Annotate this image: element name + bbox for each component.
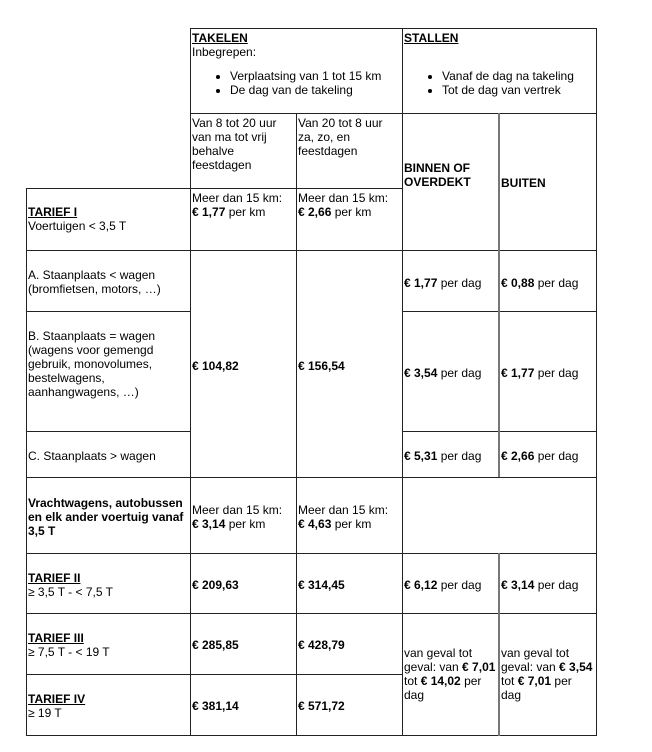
row-tarief-4-label xyxy=(27,690,187,722)
takelen-subtitle: Inbegrepen: xyxy=(192,45,257,59)
tarief-34-binnen-to: € 14,02 xyxy=(420,674,461,688)
tarief-4-title: TARIEF IV xyxy=(28,692,86,706)
row-tarief-3-label xyxy=(27,629,187,661)
row-b-buiten-unit: per dag xyxy=(534,366,579,380)
row-b-buiten xyxy=(500,364,596,382)
tarief-34-buiten-to: € 7,01 xyxy=(517,674,552,688)
tarief-34-buiten xyxy=(500,644,596,704)
row-b-night-price: € 156,54 xyxy=(298,359,345,373)
takelen-bullet: • De dag van de takeling xyxy=(230,83,401,97)
tarief-34-buiten-from: € 3,54 xyxy=(559,660,593,674)
row-b-binnen-unit: per dag xyxy=(437,366,482,380)
row-tarief-1-label xyxy=(27,203,190,235)
tarief-34-buiten-unit: per dag xyxy=(501,674,572,702)
tarief-4-day-price: € 381,14 xyxy=(192,699,239,713)
tarief-1-day-prefix: Meer dan 15 km: xyxy=(192,191,283,205)
vracht-day-price xyxy=(191,501,296,533)
tarief-2-buiten xyxy=(500,576,596,594)
row-b-binnen-amount: € 3,54 xyxy=(404,366,438,380)
tarief-34-buiten-mid: tot xyxy=(501,674,518,688)
row-b-label: B. Staanplaats = wagen (wagens voor gemengd gebruik, monovolumes, bestelwagens, aanhangwagens, …) xyxy=(28,329,156,399)
takelen-bullet: • Verplaatsing van 1 tot 15 km xyxy=(230,69,401,83)
tarief-4-night-price: € 571,72 xyxy=(298,699,345,713)
stallen-title: STALLEN xyxy=(404,31,459,45)
tarief-1-desc: Voertuigen < 3,5 T xyxy=(28,219,127,233)
tarief-3-day-price: € 285,85 xyxy=(192,638,239,652)
row-a-buiten-amount: € 0,88 xyxy=(501,276,535,290)
tarief-4-desc: ≥ 19 T xyxy=(28,706,62,720)
stallen-header xyxy=(403,29,596,113)
tarief-1-day-unit: per km xyxy=(225,205,266,219)
row-a-buiten-unit: per dag xyxy=(534,276,579,290)
tarief-2-binnen-amount: € 6,12 xyxy=(404,578,438,592)
tarief-34-binnen-unit: per dag xyxy=(404,674,482,702)
col-header-binnen: BINNEN OF OVERDEKT xyxy=(404,161,471,189)
tarief-3-night-price: € 428,79 xyxy=(298,638,345,652)
row-a-binnen-unit: per dag xyxy=(437,276,482,290)
tarief-1-day-price xyxy=(191,189,296,221)
tarief-2-title: TARIEF II xyxy=(28,571,81,585)
vracht-night-prefix: Meer dan 15 km: xyxy=(298,503,389,517)
vracht-night-amount: € 4,63 xyxy=(298,517,332,531)
stallen-bullets xyxy=(404,69,595,97)
vracht-day-prefix: Meer dan 15 km: xyxy=(192,503,283,517)
row-a-binnen-amount: € 1,77 xyxy=(404,276,438,290)
row-c-buiten-unit: per dag xyxy=(534,449,579,463)
col-header-buiten: BUITEN xyxy=(501,176,546,190)
row-vrachtwagens-label: Vrachtwagens, autobussen en elk ander voertuig vanaf 3,5 T xyxy=(28,496,184,538)
row-b-buiten-amount: € 1,77 xyxy=(501,366,535,380)
row-b-binnen xyxy=(403,364,498,382)
stallen-bullet: • Vanaf de dag na takeling xyxy=(442,69,595,83)
vracht-day-unit: per km xyxy=(225,517,266,531)
tarief-1-night-price xyxy=(297,189,402,221)
tarief-1-title: TARIEF I xyxy=(28,205,78,219)
tarief-3-desc: ≥ 7,5 T - < 19 T xyxy=(28,645,110,659)
tarief-2-binnen xyxy=(403,576,498,594)
row-c-binnen xyxy=(403,447,498,465)
row-a-label: A. Staanplaats < wagen (bromfietsen, motors, …) xyxy=(28,268,161,296)
row-a-buiten xyxy=(500,274,596,292)
row-b-day-price: € 104,82 xyxy=(192,359,239,373)
takelen-bullets xyxy=(192,69,401,97)
tarief-34-binnen-mid: tot xyxy=(404,674,421,688)
vracht-day-amount: € 3,14 xyxy=(192,517,226,531)
row-c-label: C. Staanplaats > wagen xyxy=(28,449,156,463)
tarief-3-title: TARIEF III xyxy=(28,631,84,645)
tarief-1-night-amount: € 2,66 xyxy=(298,205,332,219)
tarief-2-desc: ≥ 3,5 T - < 7,5 T xyxy=(28,585,113,599)
tarief-2-buiten-unit: per dag xyxy=(534,578,579,592)
row-c-buiten-amount: € 2,66 xyxy=(501,449,535,463)
tarief-34-binnen xyxy=(403,644,498,704)
vracht-night-unit: per km xyxy=(331,517,372,531)
row-a-binnen xyxy=(403,274,498,292)
tarief-1-night-prefix: Meer dan 15 km: xyxy=(298,191,389,205)
row-c-binnen-amount: € 5,31 xyxy=(404,449,438,463)
tarief-2-buiten-amount: € 3,14 xyxy=(501,578,535,592)
tarief-34-binnen-prefix: van geval tot geval: van xyxy=(404,646,473,674)
tarief-2-night-price: € 314,45 xyxy=(298,578,345,592)
tarief-34-binnen-from: € 7,01 xyxy=(462,660,496,674)
tarief-1-day-amount: € 1,77 xyxy=(192,205,226,219)
col-header-night: Van 20 tot 8 uur za, zo, en feestdagen xyxy=(298,116,383,158)
col-header-day: Van 8 tot 20 uur van ma tot vrij behalve feestdagen xyxy=(192,116,277,172)
tarief-2-binnen-unit: per dag xyxy=(437,578,482,592)
row-tarief-2-label xyxy=(27,569,187,601)
tarief-1-night-unit: per km xyxy=(331,205,372,219)
takelen-header xyxy=(191,29,402,113)
vracht-night-price xyxy=(297,501,402,533)
row-c-buiten xyxy=(500,447,596,465)
takelen-title: TAKELEN xyxy=(192,31,248,45)
tarief-2-day-price: € 209,63 xyxy=(192,578,239,592)
stallen-bullet: • Tot de dag van vertrek xyxy=(442,83,595,97)
tarief-34-buiten-prefix: van geval tot geval: van xyxy=(501,646,570,674)
row-c-binnen-unit: per dag xyxy=(437,449,482,463)
